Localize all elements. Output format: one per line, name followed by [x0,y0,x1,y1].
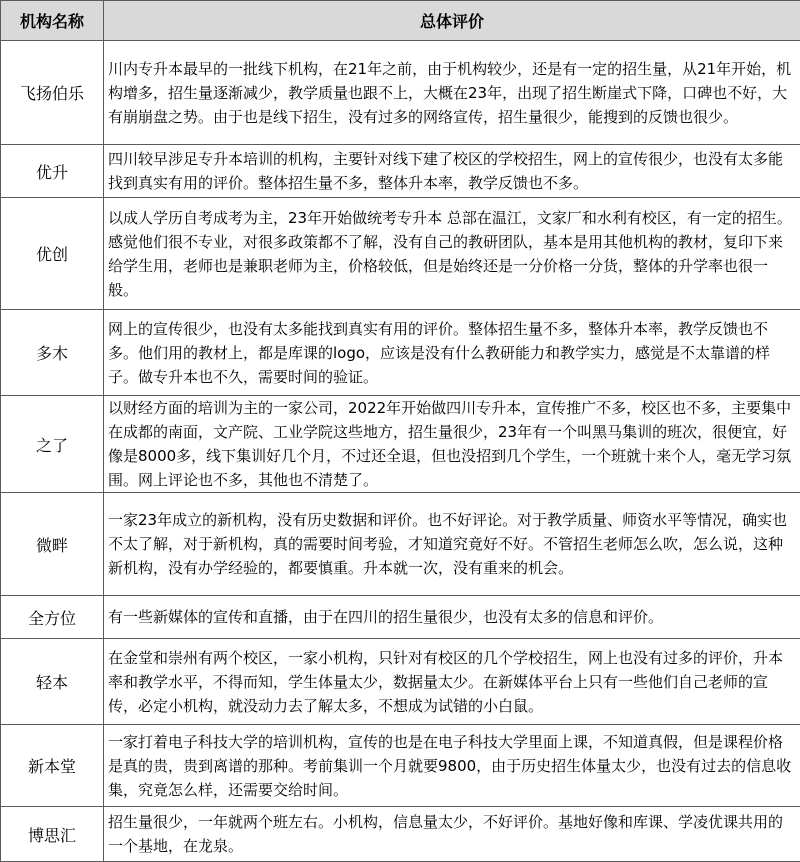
table-row [1,310,800,396]
institution-name: 新本堂 [1,725,104,807]
institution-name: 博思汇 [1,807,104,862]
institution-review: 一家23年成立的新机构，没有历史数据和评价。也不好评论。对于教学质量、师资水平等情况，确实也不太了解，对于新机构，真的需要时间考验，才知道究竟好不好。不管招生老师怎么吹，怎么说，这种新机构，没有办学经验的，都要慎重。升本就一次，没有重来的机会。 [104,493,800,596]
header-overall-review: 总体评价 [104,1,800,41]
table-row [1,807,800,862]
institution-review: 以成人学历自考成考为主，23年开始做统考专升本 总部在温江，文家厂和水利有校区，有一定的招生。感觉他们很不专业，对很多政策都不了解，没有自己的教研团队，基本是用其他机构的教材，复印下来给学生用，老师也是兼职老师为主，价格较低，但是始终还是一分价格一分货，整体的升学率也很一般。 [104,198,800,310]
institution-review: 四川较早涉足专升本培训的机构，主要针对线下建了校区的学校招生，网上的宣传很少，也没有太多能找到真实有用的评价。整体招生量不多，整体升本率，教学反馈也不多。 [104,145,800,198]
table-row [1,41,800,145]
header-institution-name: 机构名称 [1,1,104,41]
institution-review: 一家打着电子科技大学的培训机构，宣传的也是在电子科技大学里面上课，不知道真假，但是课程价格是真的贵，贵到离谱的那种。考前集训一个月就要9800，由于历史招生体量太少，也没有过去的信息收集，究竟怎么样，还需要交给时间。 [104,725,800,807]
institution-name: 全方位 [1,596,104,639]
institution-review: 有一些新媒体的宣传和直播，由于在四川的招生量很少，也没有太多的信息和评价。 [104,596,800,639]
table-row [1,725,800,807]
institution-review: 川内专升本最早的一批线下机构，在21年之前，由于机构较少，还是有一定的招生量，从21年开始，机构增多，招生量逐渐减少，教学质量也跟不上，大概在23年，出现了招生断崖式下降，口碑也不好，大有崩崩盘之势。由于也是线下招生，没有过多的网络宣传，招生量很少，能搜到的反馈也很少。 [104,41,800,145]
table-row [1,145,800,198]
table-row [1,396,800,493]
institution-name: 多木 [1,310,104,396]
institution-name: 优升 [1,145,104,198]
institution-name: 微畔 [1,493,104,596]
institution-review: 招生量很少，一年就两个班左右。小机构，信息量太少，不好评价。基地好像和库课、学凌优课共用的一个基地，在龙泉。 [104,807,800,862]
institution-review: 以财经方面的培训为主的一家公司，2022年开始做四川专升本，宣传推广不多，校区也不多，主要集中在成都的南面，文产院、工业学院这些地方，招生量很少，23年有一个叫黑马集训的班次，很便宜，好像是8000多，线下集训好几个月，不过还全退，但也没招到几个学生，一个班就十来个人，毫无学习氛围。网上评论也不多，其他也不清楚了。 [104,396,800,493]
table-row [1,639,800,725]
header-row [1,1,800,41]
institution-name: 飞扬伯乐 [1,41,104,145]
table-row [1,596,800,639]
institution-name: 之了 [1,396,104,493]
institution-name: 优创 [1,198,104,310]
institution-review: 网上的宣传很少，也没有太多能找到真实有用的评价。整体招生量不多，整体升本率，教学反馈也不多。他们用的教材上，都是库课的logo，应该是没有什么教研能力和教学实力，感觉是不太靠谱的样子。做专升本也不久，需要时间的验证。 [104,310,800,396]
table-row [1,198,800,310]
table-row [1,493,800,596]
institution-name: 轻本 [1,639,104,725]
institution-review: 在金堂和崇州有两个校区，一家小机构，只针对有校区的几个学校招生，网上也没有过多的评价，升本率和教学水平，不得而知，学生体量太少，数据量太少。在新媒体平台上只有一些他们自己老师的宣传，必定小机构，就没动力去了解太多，不想成为试错的小白鼠。 [104,639,800,725]
